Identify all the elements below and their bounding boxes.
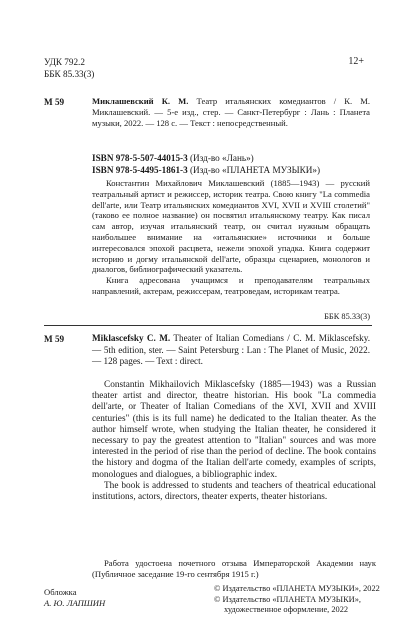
udk-code: УДК 792.2 bbox=[44, 57, 85, 67]
en-author-code: М 59 bbox=[44, 334, 65, 344]
en-bibliographic-entry bbox=[92, 333, 370, 368]
isbn-lan bbox=[92, 153, 370, 165]
cover-credit bbox=[44, 587, 105, 609]
copyright-2: © Издательство «ПЛАНЕТА МУЗЫКИ», художественное оформление, 2022 bbox=[214, 594, 362, 615]
ru-bib-paragraph bbox=[92, 96, 370, 130]
isbn-lan-number: ISBN 978-5-507-44015-3 bbox=[92, 153, 188, 163]
en-bib-paragraph bbox=[92, 333, 370, 368]
en-annotation-p2: The book is addressed to students and teachers of theatrical educational institutions, actors, directors, theater experts, theater historians. bbox=[92, 480, 376, 503]
ru-isbn-block bbox=[92, 153, 370, 176]
ru-bib-text: Театр итальянских комедиантов / К. М. Миклашевский. — 5-е изд., стер. — Санкт-Петербург : Лань : Планета музыки, 2022. — 128 с. — Текст : непосредственный. bbox=[92, 96, 370, 129]
ru-author-code: М 59 bbox=[44, 97, 65, 107]
ru-bbk-right: ББК 85.33(3) bbox=[324, 312, 370, 321]
ru-annotation bbox=[92, 178, 370, 297]
copyright-block bbox=[214, 584, 384, 616]
isbn-planet bbox=[92, 165, 370, 177]
isbn-planet-publisher: (Изд-во «ПЛАНЕТА МУЗЫКИ») bbox=[190, 164, 321, 175]
en-author-name: Miklascefsky C. M. bbox=[92, 333, 171, 343]
cover-label: Обложка bbox=[44, 587, 77, 597]
award-note: Работа удостоена почетного отзыва Императорской Академии наук (Публичное заседание 19-го сентября 1915 г.) bbox=[92, 558, 376, 579]
en-annotation-p1: Constantin Mikhailovich Miklascefsky (1885—1943) was a Russian theater artist and director, theatre historian. His book "La commedia dell'arte, or Theater of Italian Comedians of the XVI, XVII and XVIII centuries" (this is its full name) he dedicated to the Italian theater. As the author himself wrote, when studying the Italian theater, he considered it necessary to pay the greatest attention to "Italian" sources and was more interested in the period of rise than the period of decline. The book contains the history and dogma of the Italian dell'arte comedy, examples of scripts, monologues and dialogues, a bibliographic index. bbox=[92, 380, 376, 480]
ru-bibliographic-entry bbox=[92, 96, 370, 130]
section-divider bbox=[44, 325, 372, 326]
copyright-1: © Издательство «ПЛАНЕТА МУЗЫКИ», 2022 bbox=[214, 584, 380, 593]
age-rating: 12+ bbox=[348, 56, 364, 67]
isbn-lan-publisher: (Изд-во «Лань») bbox=[190, 153, 254, 163]
ru-annotation-p2: Книга адресована учащимся и преподавателям театральных направлений, актерам, режиссерам, театроведам, историкам театра. bbox=[92, 275, 370, 296]
en-bib-text: Theater of Italian Comedians / C. M. Miklascefsky. — 5th edition, ster. — Saint Petersburg : Lan : The Planet of Music, 2022. — 128 pages. — Text : direct. bbox=[92, 333, 371, 367]
en-annotation bbox=[92, 380, 376, 503]
ru-author-name: Миклашевский К. М. bbox=[92, 96, 189, 106]
bbk-code: ББК 85.33(3) bbox=[44, 69, 95, 79]
cover-designer: А. Ю. ЛАПШИН bbox=[44, 598, 106, 608]
ru-annotation-p1: Константин Михайлович Миклашевский (1885—1943) — русский театральный артист и режиссер, историк театра. Свою книгу "La commedia dell'arte, или Театр итальянских комедиантов XVI, XVII и XVIII столетий" (таково ее полное название) он посвятил итальянскому театру. Как писал сам автор, изучая итальянский театр, он считал нужным обращать наибольшее внимание на «итальянские» источники и больше интересовался эпохой расцвета, нежели эпохой упадка. Книга содержит историю и догму итальянской dell'arte, образцы сценариев, монологов и диалогов, библиографический указатель. bbox=[92, 178, 370, 275]
isbn-planet-number: ISBN 978-5-4495-1861-3 bbox=[92, 164, 188, 175]
classification-block bbox=[44, 56, 94, 80]
